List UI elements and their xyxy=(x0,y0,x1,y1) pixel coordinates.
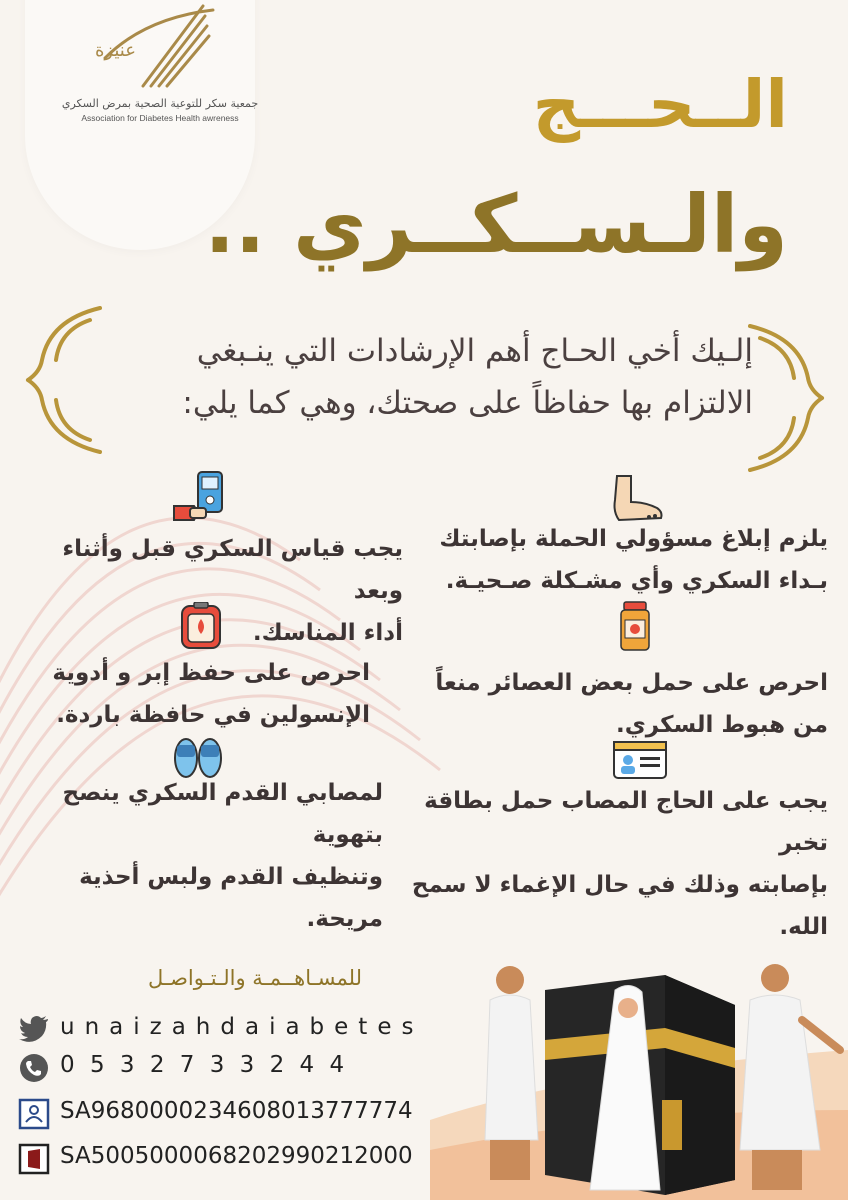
association-name-arabic: جمعية سكر للتوعية الصحية بمرض السكري xyxy=(61,97,259,110)
left-brace-ornament xyxy=(20,300,110,460)
contact-heading: للمسـاهــمـة والـتـواصـل xyxy=(148,966,362,990)
title-hajj: الــحـــج xyxy=(532,66,788,143)
tip-foot-care: لمصابي القدم السكري ينصح بتهوية وتنظيف القدم ولبس أحذية مريحة. xyxy=(62,780,383,932)
twitter-icon xyxy=(18,1012,50,1044)
glucometer-icon xyxy=(170,470,226,530)
tip-notify-campaign: يلزم إبلاغ مسؤولي الحملة بإصابتك بـداء السكري وأي مشـكلة صـحيـة. xyxy=(439,526,828,594)
association-logo xyxy=(85,0,215,98)
phone-number[interactable]: 0 5 3 2 7 3 3 2 4 4 xyxy=(60,1052,349,1078)
foot-icon xyxy=(605,472,665,524)
svg-text:عنيزة: عنيزة xyxy=(95,40,136,61)
bank-icon-2 xyxy=(18,1143,50,1175)
title-diabetes: والـســكــري .. xyxy=(204,178,788,271)
id-card-icon xyxy=(612,740,668,780)
juice-jar-icon xyxy=(618,600,652,652)
iban-number-2: SA5005000068202990212000 xyxy=(60,1143,413,1169)
tip-carry-card: يجب على الحاج المصاب حمل بطاقة تخبر بإصابته وذلك في حال الإغماء لا سمح الله. xyxy=(411,788,828,940)
intro-line-2: الالتزام بها حفاظاً على صحتك، وهي كما يلي: xyxy=(182,385,753,421)
pilgrims-kaaba-illustration xyxy=(430,950,848,1200)
tip-carry-juice: احرص على حمل بعض العصائر منعاً من هبوط السكري. xyxy=(435,670,828,738)
insulin-bag-icon xyxy=(180,602,222,650)
twitter-handle[interactable]: unaizahdaiabetes xyxy=(60,1014,424,1040)
iban-number-1: SA9680000234608013777774 xyxy=(60,1098,413,1124)
phone-icon xyxy=(18,1052,50,1084)
tip-store-insulin: احرص على حفظ إبر و أدوية الإنسولين في حافظة باردة. xyxy=(52,660,370,728)
right-brace-ornament xyxy=(740,318,830,478)
bank-icon xyxy=(18,1098,50,1130)
association-name-english: Association for Diabetes Health awreness xyxy=(81,113,239,123)
intro-line-1: إلـيك أخي الحـاج أهم الإرشادات التي ينـبغي xyxy=(196,333,753,369)
intro-text xyxy=(133,325,753,429)
tip-measure-sugar: يجب قياس السكري قبل وأثناء وبعد أداء المناسك. xyxy=(62,536,403,646)
